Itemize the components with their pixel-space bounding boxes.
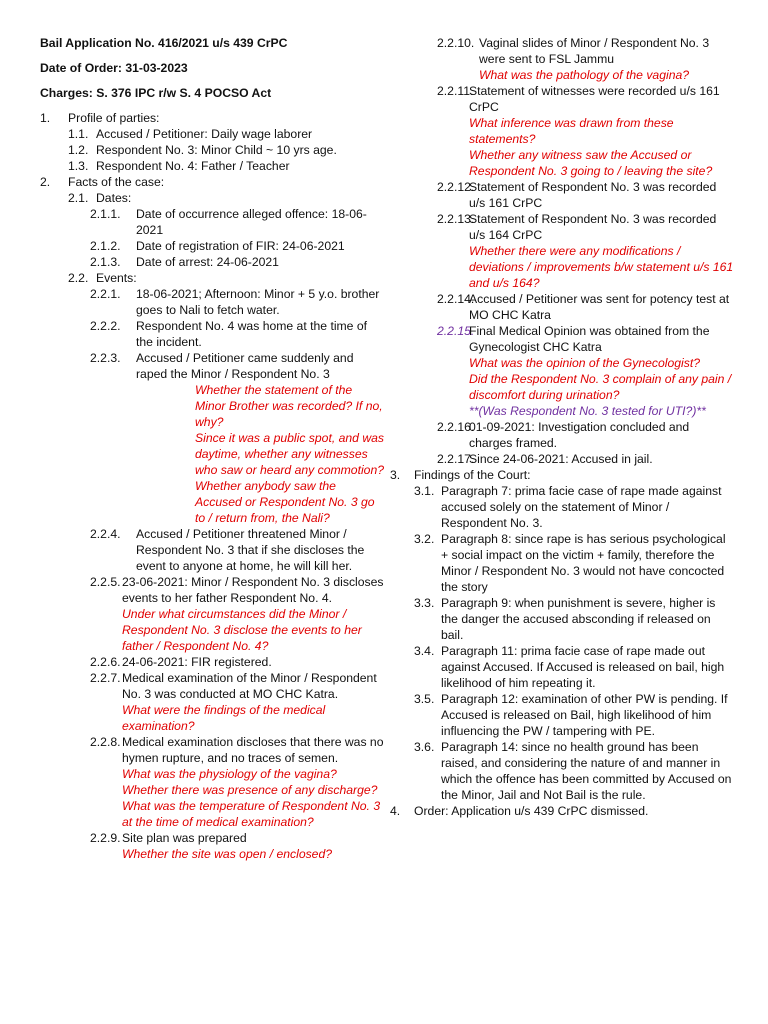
item-text: Facts of the case: — [68, 175, 165, 189]
item-text: Vaginal slides of Minor / Respondent No. 3 were sent to FSL Jammu — [479, 36, 710, 66]
item-text: Medical examination of the Minor / Respondent No. 3 was conducted at MO CHC Katra. — [122, 671, 377, 701]
item-text: Paragraph 12: examination of other PW is pending. If Accused is released on Bail, high likelihood of him influencing the PW / tampering with PE. — [441, 692, 728, 738]
item-body — [122, 830, 385, 862]
question-note-highlight: **(Was Respondent No. 3 tested for UTI?)** — [469, 404, 706, 418]
item-2-2-12 — [390, 179, 735, 211]
item-2-2-15 — [390, 323, 735, 419]
item-number: 2.2.10. — [437, 36, 475, 50]
item-text: Respondent No. 4: Father / Teacher — [96, 159, 290, 173]
item-text: Respondent No. 4 was home at the time of the incident. — [136, 319, 368, 349]
item-text: Paragraph 11: prima facie case of rape made out against Accused. If Accused is released on bail, high likelihood of him repeating it. — [441, 644, 725, 690]
section-4 — [390, 803, 735, 819]
item-number: 2.2.1. — [90, 287, 121, 301]
item-2-2-11 — [390, 83, 735, 179]
item-number: 2.2.9. — [90, 831, 121, 845]
item-text: Paragraph 8: since rape is has serious psychological + social impact on the victim + family, therefore the Minor / Respondent No. 3 would not have concocted the story — [441, 532, 726, 594]
item-text: Statement of Respondent No. 3 was recorded u/s 161 CrPC — [469, 180, 717, 210]
item-number: 3.6. — [414, 740, 435, 754]
item-3-3 — [390, 595, 735, 643]
item-number: 4. — [390, 804, 401, 818]
item-number: 2.1.1. — [90, 207, 121, 221]
question-note: What was the opinion of the Gynecologist? — [469, 356, 701, 370]
item-text: 23-06-2021: Minor / Respondent No. 3 discloses events to her father Respondent No. 4. — [122, 575, 384, 605]
item-text: Statement of Respondent No. 3 was recorded u/s 164 CrPC — [469, 212, 717, 242]
right-column — [390, 35, 735, 819]
item-number: 3. — [390, 468, 401, 482]
section-3 — [390, 467, 735, 483]
item-number: 2.1.3. — [90, 255, 121, 269]
item-text: Accused / Petitioner came suddenly and raped the Minor / Respondent No. 3 — [136, 351, 354, 381]
question-note: Whether there was presence of any discharge? — [122, 783, 378, 797]
item-2-2-8 — [40, 734, 385, 830]
item-body — [469, 323, 735, 419]
item-number: 1. — [40, 111, 51, 125]
item-body — [122, 574, 385, 654]
item-number: 2. — [40, 175, 51, 189]
item-text: Order: Application u/s 439 CrPC dismissed. — [414, 804, 649, 818]
item-text: Site plan was prepared — [122, 831, 247, 845]
item-number: 2.1.2. — [90, 239, 121, 253]
item-body — [122, 670, 385, 734]
item-2-2-1 — [40, 286, 385, 318]
left-column — [40, 35, 385, 862]
item-number: 2.2.15. — [437, 324, 475, 338]
item-number: 3.5. — [414, 692, 435, 706]
question-note: Whether any witness saw the Accused or Respondent No. 3 going to / leaving the site? — [469, 148, 713, 178]
item-number: 1.1. — [68, 127, 89, 141]
item-text: Since 24-06-2021: Accused in jail. — [469, 452, 653, 466]
item-number: 2.2.14. — [437, 292, 475, 306]
item-2-2-3 — [40, 350, 385, 526]
item-number: 2.2.17. — [437, 452, 475, 466]
section-2 — [40, 174, 385, 190]
item-number: 2.2.16. — [437, 420, 475, 434]
item-2-2-17 — [390, 451, 735, 467]
question-note: Whether the statement of the Minor Brother was recorded? If no, why? — [195, 383, 383, 429]
item-2-1-1 — [40, 206, 385, 238]
item-number: 3.3. — [414, 596, 435, 610]
question-note: Under what circumstances did the Minor / Respondent No. 3 disclose the events to her father / Respondent No. 4? — [122, 607, 362, 653]
item-text: Statement of witnesses were recorded u/s 161 CrPC — [469, 84, 720, 114]
item-number: 3.4. — [414, 644, 435, 658]
item-2-2-2 — [40, 318, 385, 350]
question-note: What was the temperature of Respondent No. 3 at the time of medical examination? — [122, 799, 381, 829]
item-text: Events: — [96, 271, 137, 285]
question-note: Since it was a public spot, and was daytime, whether any witnesses who saw or heard any commotion? — [195, 431, 385, 477]
item-2-2-9 — [40, 830, 385, 862]
item-2-2-10 — [390, 35, 735, 83]
item-text: Accused / Petitioner was sent for potency test at MO CHC Katra — [469, 292, 730, 322]
item-2-1 — [40, 190, 385, 206]
item-text: 01-09-2021: Investigation concluded and charges framed. — [469, 420, 690, 450]
item-2-2-5 — [40, 574, 385, 654]
item-3-4 — [390, 643, 735, 691]
item-3-5 — [390, 691, 735, 739]
item-number: 1.3. — [68, 159, 89, 173]
question-note: Whether anybody saw the Accused or Respondent No. 3 go to / return from, the Nali? — [195, 479, 375, 525]
item-body — [469, 83, 735, 179]
question-note: What was the pathology of the vagina? — [479, 68, 690, 82]
question-note: Whether the site was open / enclosed? — [122, 847, 333, 861]
item-body — [469, 211, 735, 291]
question-note: What were the findings of the medical examination? — [122, 703, 326, 733]
item-3-2 — [390, 531, 735, 595]
item-2-2-6 — [40, 654, 385, 670]
item-number: 1.2. — [68, 143, 89, 157]
item-text: 24-06-2021: FIR registered. — [122, 655, 272, 669]
charges: Charges: S. 376 IPC r/w S. 4 POCSO Act — [40, 86, 272, 100]
item-text: 18-06-2021; Afternoon: Minor + 5 y.o. brother goes to Nali to fetch water. — [136, 287, 380, 317]
item-text: Profile of parties: — [68, 111, 160, 125]
item-number: 2.2.13. — [437, 212, 475, 226]
item-text: Date of registration of FIR: 24-06-2021 — [136, 239, 345, 253]
item-number: 2.2.12. — [437, 180, 475, 194]
item-text: Accused / Petitioner threatened Minor / Respondent No. 3 that if she discloses the event to anyone at home, he will kill her. — [136, 527, 365, 573]
item-number: 2.2.5. — [90, 575, 121, 589]
item-number: 2.2.4. — [90, 527, 121, 541]
item-2-2-7 — [40, 670, 385, 734]
item-number: 2.2.6. — [90, 655, 121, 669]
item-text: Paragraph 14: since no health ground has been raised, and considering the nature of and manner in which the offence has been committed by Accused on the Minor, Jail and Not Bail is the rule. — [441, 740, 732, 802]
item-text: Paragraph 7: prima facie case of rape made against accused solely on the statement of Minor / Respondent No. 3. — [441, 484, 722, 530]
question-note: What was the physiology of the vagina? — [122, 767, 337, 781]
item-2-2-14 — [390, 291, 735, 323]
item-1-1 — [40, 126, 385, 142]
item-2-2 — [40, 270, 385, 286]
item-body — [479, 35, 735, 83]
item-2-2-4 — [40, 526, 385, 574]
item-number: 2.2.8. — [90, 735, 121, 749]
item-text: Date of arrest: 24-06-2021 — [136, 255, 279, 269]
item-number: 2.2.11. — [437, 84, 474, 98]
item-text: Findings of the Court: — [414, 468, 531, 482]
item-number: 2.1. — [68, 191, 89, 205]
question-note: Whether there were any modifications / deviations / improvements b/w statement u/s 161 and u/s 164? — [469, 244, 734, 290]
item-text: Dates: — [96, 191, 132, 205]
question-note: What inference was drawn from these statements? — [469, 116, 674, 146]
section-1 — [40, 110, 385, 126]
item-text: Medical examination discloses that there was no hymen rupture, and no traces of semen. — [122, 735, 384, 765]
item-1-3 — [40, 158, 385, 174]
item-2-1-3 — [40, 254, 385, 270]
item-number: 3.2. — [414, 532, 435, 546]
item-1-2 — [40, 142, 385, 158]
item-text: Paragraph 9: when punishment is severe, higher is the danger the accused absconding if released on bail. — [441, 596, 716, 642]
item-text: Respondent No. 3: Minor Child ~ 10 yrs age. — [96, 143, 337, 157]
question-note: Did the Respondent No. 3 complain of any pain / discomfort during urination? — [469, 372, 732, 402]
document-title: Bail Application No. 416/2021 u/s 439 CrPC — [40, 36, 288, 50]
item-2-2-13 — [390, 211, 735, 291]
item-2-1-2 — [40, 238, 385, 254]
item-number: 3.1. — [414, 484, 435, 498]
order-date: Date of Order: 31-03-2023 — [40, 61, 188, 75]
item-text: Final Medical Opinion was obtained from the Gynecologist CHC Katra — [469, 324, 710, 354]
item-text: Accused / Petitioner: Daily wage laborer — [96, 127, 313, 141]
item-number: 2.2. — [68, 271, 89, 285]
item-text: Date of occurrence alleged offence: 18-06-2021 — [136, 207, 367, 237]
item-body — [122, 734, 385, 830]
item-2-2-16 — [390, 419, 735, 451]
item-body — [136, 350, 385, 526]
item-number: 2.2.2. — [90, 319, 121, 333]
item-number: 2.2.7. — [90, 671, 121, 685]
item-3-6 — [390, 739, 735, 803]
item-number: 2.2.3. — [90, 351, 121, 365]
item-3-1 — [390, 483, 735, 531]
